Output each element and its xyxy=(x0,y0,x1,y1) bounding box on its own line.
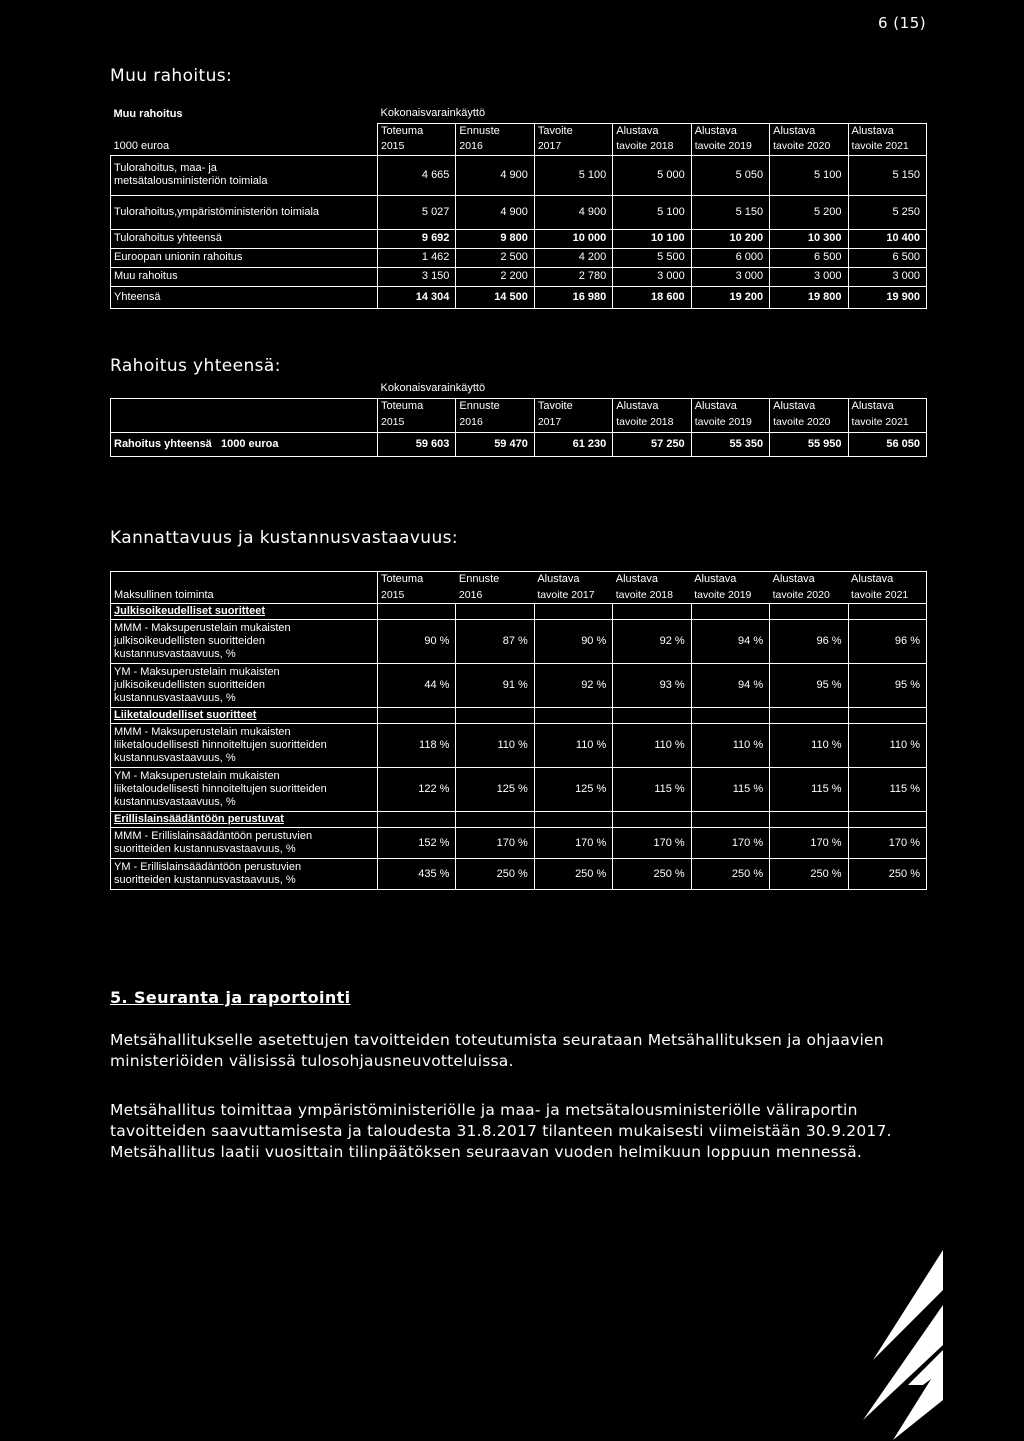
col-header-year: tavoite 2019 xyxy=(691,139,769,155)
cell-value: 2 780 xyxy=(534,267,612,286)
col-header: Ennuste xyxy=(456,398,534,414)
row-label-line: suoritteiden kustannusvastaavuus, % xyxy=(114,874,296,886)
col-header-year: 2015 xyxy=(378,588,456,604)
muu-table-label: Muu rahoitus xyxy=(113,107,183,120)
rahoitus-group-label: Kokonaisvarainkäyttö xyxy=(380,382,486,395)
cell-value: 115 % xyxy=(613,768,691,812)
cell-value: 115 % xyxy=(848,768,926,812)
table-row xyxy=(111,724,927,768)
cell-value: 6 000 xyxy=(691,248,769,267)
cell-value: 4 665 xyxy=(378,155,456,195)
col-header-year: 2016 xyxy=(456,414,534,432)
cell-value: 92 % xyxy=(534,664,612,708)
col-header-year: 2017 xyxy=(534,139,612,155)
cell-value: 5 050 xyxy=(691,155,769,195)
col-header: Ennuste xyxy=(456,123,534,139)
table-row xyxy=(111,195,927,229)
table-row xyxy=(111,828,927,859)
section-heading: 5. Seuranta ja raportointi xyxy=(110,988,351,1007)
cell-value: 250 % xyxy=(456,859,534,890)
section-heading: Erillislainsäädäntöön perustuvat xyxy=(111,812,378,828)
col-header: Alustava xyxy=(613,123,691,139)
col-header-year: tavoite 2019 xyxy=(691,414,769,432)
muu-header-row-top xyxy=(111,123,927,139)
row-label-line: kustannusvastaavuus, % xyxy=(114,796,236,808)
cell-value: 61 230 xyxy=(534,432,612,456)
paragraph-2 xyxy=(110,1100,940,1163)
table-row xyxy=(111,768,927,812)
row-label: Rahoitus yhteensä 1000 euroa xyxy=(111,432,378,456)
row-label: Tulorahoitus yhteensä xyxy=(111,229,378,248)
cell-value: 170 % xyxy=(848,828,926,859)
cell-value: 5 100 xyxy=(613,195,691,229)
cell-value: 14 304 xyxy=(378,286,456,308)
row-label-line: MMM - Maksuperustelain mukaisten xyxy=(114,726,291,738)
rahoitus-yhteensa-table xyxy=(110,380,927,457)
muu-group-label: Kokonaisvarainkäyttö xyxy=(380,107,486,120)
cell-value: 6 500 xyxy=(848,248,926,267)
cell-value: 110 % xyxy=(534,724,612,768)
cell-value: 96 % xyxy=(848,620,926,664)
rahoitus-yhteensa-title: Rahoitus yhteensä: xyxy=(110,356,281,376)
cell-value: 250 % xyxy=(613,859,691,890)
section-heading: Liiketaloudelliset suoritteet xyxy=(111,708,378,724)
cell-value: 91 % xyxy=(456,664,534,708)
cell-value: 6 500 xyxy=(770,248,848,267)
cell-value: 14 500 xyxy=(456,286,534,308)
table-row xyxy=(111,859,927,890)
col-header: Alustava xyxy=(848,123,926,139)
cell-value: 92 % xyxy=(613,620,691,664)
row-label-line: MMM - Erillislainsäädäntöön perustuvien xyxy=(114,830,313,842)
kannattavuus-body xyxy=(111,604,927,890)
cell-value: 5 200 xyxy=(770,195,848,229)
col-header-year: tavoite 2020 xyxy=(770,139,848,155)
cell-value: 5 250 xyxy=(848,195,926,229)
col-header-year: tavoite 2020 xyxy=(770,414,848,432)
row-label-line: YM - Maksuperustelain mukaisten xyxy=(114,770,280,782)
paragraph-1 xyxy=(110,1030,940,1072)
col-header: Alustava xyxy=(770,572,848,588)
cell-value: 170 % xyxy=(534,828,612,859)
row-label xyxy=(111,620,378,664)
cell-value: 3 000 xyxy=(613,267,691,286)
row-label xyxy=(111,724,378,768)
cell-value: 57 250 xyxy=(613,432,691,456)
row-label-line: Tulorahoitus, maa- ja xyxy=(114,162,217,174)
cell-value: 94 % xyxy=(691,620,769,664)
cell-value: 115 % xyxy=(770,768,848,812)
col-header: Alustava xyxy=(848,572,926,588)
text-line: Metsähallitukselle asetettujen tavoitteiden toteutumista seurataan Metsähallituksen ja ohjaavien xyxy=(110,1031,884,1049)
cell-value: 170 % xyxy=(770,828,848,859)
cell-value: 435 % xyxy=(378,859,456,890)
col-header-year: tavoite 2021 xyxy=(848,588,926,604)
cell-value: 122 % xyxy=(378,768,456,812)
col-header: Alustava xyxy=(770,398,848,414)
cell-value: 19 900 xyxy=(848,286,926,308)
cell-value: 125 % xyxy=(534,768,612,812)
col-header-year: 2017 xyxy=(534,414,612,432)
row-label-line: kustannusvastaavuus, % xyxy=(114,692,236,704)
cell-value: 10 200 xyxy=(691,229,769,248)
cell-value: 4 900 xyxy=(456,195,534,229)
cell-value: 110 % xyxy=(848,724,926,768)
cell-value: 59 603 xyxy=(378,432,456,456)
cell-value: 3 000 xyxy=(848,267,926,286)
cell-value: 110 % xyxy=(613,724,691,768)
cell-value: 4 200 xyxy=(534,248,612,267)
row-label xyxy=(111,859,378,890)
cell-value: 2 500 xyxy=(456,248,534,267)
row-label-line: kustannusvastaavuus, % xyxy=(114,752,236,764)
cell-value: 110 % xyxy=(456,724,534,768)
col-header-year: tavoite 2018 xyxy=(613,139,691,155)
section-heading-row xyxy=(111,708,927,724)
cell-value: 5 500 xyxy=(613,248,691,267)
first-header: Maksullinen toiminta xyxy=(111,588,378,604)
cell-value: 4 900 xyxy=(456,155,534,195)
cell-value: 250 % xyxy=(770,859,848,890)
table-row xyxy=(111,432,927,456)
cell-value: 95 % xyxy=(848,664,926,708)
col-header: Alustava xyxy=(691,398,769,414)
col-header-year: tavoite 2020 xyxy=(770,588,848,604)
row-label-line: julkisoikeudellisten suoritteiden xyxy=(114,635,266,647)
cell-value: 118 % xyxy=(378,724,456,768)
col-header: Tavoite xyxy=(534,123,612,139)
table-row xyxy=(111,286,927,308)
table-row xyxy=(111,229,927,248)
col-header-year: tavoite 2021 xyxy=(848,414,926,432)
cell-value: 90 % xyxy=(378,620,456,664)
cell-value: 250 % xyxy=(534,859,612,890)
col-header: Alustava xyxy=(691,123,769,139)
cell-value: 55 350 xyxy=(691,432,769,456)
col-header: Toteuma xyxy=(378,123,456,139)
row-label-line: kustannusvastaavuus, % xyxy=(114,648,236,660)
row-label xyxy=(111,155,378,195)
text-line: ministeriöiden välisissä tulosohjausneuvotteluissa. xyxy=(110,1052,514,1070)
col-header-year: tavoite 2021 xyxy=(848,139,926,155)
row-label xyxy=(111,828,378,859)
text-line: tavoitteiden saavuttamisesta ja taloudesta 31.8.2017 tilanteen mukaisesti viimeistään 30.9.2017. xyxy=(110,1122,892,1140)
col-header: Alustava xyxy=(534,572,612,588)
cell-value: 170 % xyxy=(456,828,534,859)
col-header-year: tavoite 2018 xyxy=(613,414,691,432)
cell-value: 4 900 xyxy=(534,195,612,229)
cell-value: 5 000 xyxy=(613,155,691,195)
cell-value: 56 050 xyxy=(848,432,926,456)
section-heading-row xyxy=(111,604,927,620)
cell-value: 94 % xyxy=(691,664,769,708)
table-row xyxy=(111,248,927,267)
col-header-year: 2016 xyxy=(456,139,534,155)
cell-value: 10 100 xyxy=(613,229,691,248)
row-label-line: YM - Erillislainsäädäntöön perustuvien xyxy=(114,861,302,873)
cell-value: 87 % xyxy=(456,620,534,664)
text-line: Metsähallitus toimittaa ympäristöministeriölle ja maa- ja metsätalousministeriölle väliraportin xyxy=(110,1101,858,1119)
section-heading-row xyxy=(111,812,927,828)
cell-value: 5 100 xyxy=(534,155,612,195)
cell-value: 93 % xyxy=(613,664,691,708)
table-row xyxy=(111,620,927,664)
cell-value: 55 950 xyxy=(770,432,848,456)
cell-value: 152 % xyxy=(378,828,456,859)
cell-value: 170 % xyxy=(691,828,769,859)
cell-value: 10 000 xyxy=(534,229,612,248)
row-label-line: metsätalousministeriön toimiala xyxy=(114,175,268,187)
table-row xyxy=(111,664,927,708)
cell-value: 5 100 xyxy=(770,155,848,195)
cell-value: 250 % xyxy=(691,859,769,890)
row-label xyxy=(111,664,378,708)
row-label-line: YM - Maksuperustelain mukaisten xyxy=(114,666,280,678)
col-header-year: 2015 xyxy=(378,139,456,155)
row-label: Yhteensä xyxy=(111,286,378,308)
cell-value: 250 % xyxy=(848,859,926,890)
cell-value: 1 462 xyxy=(378,248,456,267)
col-header: Alustava xyxy=(691,572,769,588)
cell-value: 115 % xyxy=(691,768,769,812)
cell-value: 9 800 xyxy=(456,229,534,248)
cell-value: 9 692 xyxy=(378,229,456,248)
cell-value: 3 150 xyxy=(378,267,456,286)
row-label: Muu rahoitus xyxy=(111,267,378,286)
cell-value: 96 % xyxy=(770,620,848,664)
kannattavuus-table xyxy=(110,571,927,890)
col-header: Tavoite xyxy=(534,398,612,414)
row-label-line: suoritteiden kustannusvastaavuus, % xyxy=(114,843,296,855)
cell-value: 16 980 xyxy=(534,286,612,308)
col-header-year: 2016 xyxy=(456,588,534,604)
row-label-line: julkisoikeudellisten suoritteiden xyxy=(114,679,266,691)
cell-value: 10 300 xyxy=(770,229,848,248)
muu-rahoitus-title: Muu rahoitus: xyxy=(110,66,233,86)
cell-value: 125 % xyxy=(456,768,534,812)
cell-value: 10 400 xyxy=(848,229,926,248)
cell-value: 5 150 xyxy=(848,155,926,195)
row-label: Tulorahoitus,ympäristöministeriön toimiala xyxy=(111,195,378,229)
cell-value: 90 % xyxy=(534,620,612,664)
cell-value: 2 200 xyxy=(456,267,534,286)
cell-value: 19 200 xyxy=(691,286,769,308)
metsahallitus-logo-icon xyxy=(853,1250,943,1440)
col-header: Alustava xyxy=(613,398,691,414)
row-label: Euroopan unionin rahoitus xyxy=(111,248,378,267)
section-heading: Julkisoikeudelliset suoritteet xyxy=(111,604,378,620)
page-number: 6 (15) xyxy=(878,14,927,32)
text-line: Metsähallitus laatii vuosittain tilinpäätöksen seuraavan vuoden helmikuun loppuun mennessä. xyxy=(110,1143,863,1161)
row-label-line: liiketaloudellisesti hinnoiteltujen suoritteiden xyxy=(114,783,327,795)
col-header-year: tavoite 2019 xyxy=(691,588,769,604)
cell-value: 5 150 xyxy=(691,195,769,229)
row-label-line: liiketaloudellisesti hinnoiteltujen suoritteiden xyxy=(114,739,327,751)
col-header-year: 2015 xyxy=(378,414,456,432)
cell-value: 19 800 xyxy=(770,286,848,308)
col-header: Alustava xyxy=(613,572,691,588)
row-label xyxy=(111,768,378,812)
cell-value: 170 % xyxy=(613,828,691,859)
col-header: Ennuste xyxy=(456,572,534,588)
cell-value: 44 % xyxy=(378,664,456,708)
col-header: Toteuma xyxy=(378,572,456,588)
cell-value: 110 % xyxy=(691,724,769,768)
kannattavuus-title: Kannattavuus ja kustannusvastaavuus: xyxy=(110,528,459,548)
muu-rahoitus-table xyxy=(110,105,927,309)
cell-value: 110 % xyxy=(770,724,848,768)
cell-value: 18 600 xyxy=(613,286,691,308)
cell-value: 95 % xyxy=(770,664,848,708)
col-header: Toteuma xyxy=(378,398,456,414)
col-header: Alustava xyxy=(770,123,848,139)
cell-value: 59 470 xyxy=(456,432,534,456)
muu-header-row-bottom xyxy=(111,139,927,155)
col-header: Alustava xyxy=(848,398,926,414)
table-row xyxy=(111,267,927,286)
col-header-year: tavoite 2017 xyxy=(534,588,612,604)
cell-value: 3 000 xyxy=(691,267,769,286)
col-header-year: tavoite 2018 xyxy=(613,588,691,604)
cell-value: 5 027 xyxy=(378,195,456,229)
unit-label: 1000 euroa xyxy=(113,140,170,153)
row-label-line: MMM - Maksuperustelain mukaisten xyxy=(114,622,291,634)
cell-value: 3 000 xyxy=(770,267,848,286)
table-row xyxy=(111,155,927,195)
